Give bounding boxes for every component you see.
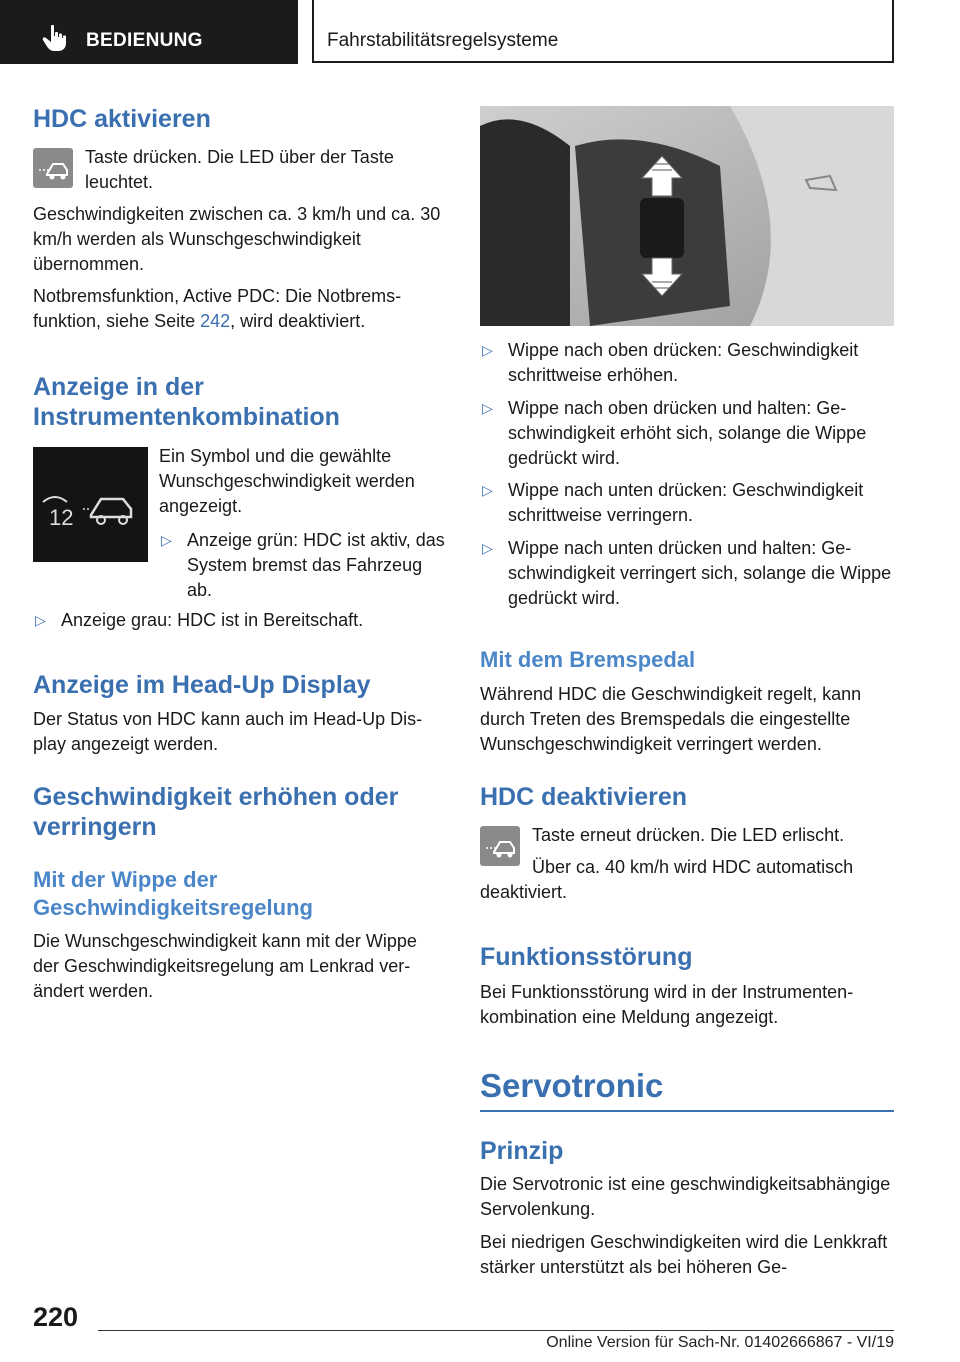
list-item: ▷ Wippe nach unten drücken und halten: Geschwindigkeit verringert sich, solange die Wippe gedrückt wird. [482, 538, 892, 608]
online-version-note: Online Version für Sach-Nr. 01402666867 - VI/19 [546, 1334, 894, 1351]
servotronic-p1: Die Servotronic ist eine geschwindigkeitsabhängige Servolenkung. [480, 1174, 891, 1219]
subheading-rocker: Mit der Wippe der Geschwindigkeitsregelung [33, 867, 313, 920]
heading-servotronic: Servotronic [480, 1067, 664, 1104]
triangle-right-icon: ▷ [35, 612, 46, 628]
servotronic-p2: Bei niedrigen Geschwindigkeiten wird die Lenkkraft stärker unterstützt als bei höheren Ge- [480, 1232, 888, 1277]
hand-pointer-icon [42, 24, 68, 52]
page-number: 220 [33, 1302, 79, 1332]
triangle-right-icon: ▷ [161, 532, 172, 548]
chapter-title: Fahrstabilitätsregelsysteme [327, 30, 559, 51]
instrument-cluster-symbol [33, 447, 148, 562]
list-item: ▷ Wippe nach unten drücken: Geschwindigkeit schrittweise verringern. [482, 480, 864, 525]
list-item: ▷ Anzeige grün: HDC ist aktiv, das System bremst das Fahrzeug ab. [161, 530, 445, 600]
heading-speed-adjust: Geschwindigkeit erhöhen oder verringern [33, 783, 399, 841]
triangle-right-icon: ▷ [482, 482, 493, 498]
page-link-242[interactable]: 242 [200, 311, 231, 331]
section-tab-label: BEDIENUNG [86, 30, 203, 51]
section-tab [0, 0, 298, 64]
hdc-off-auto: Über ca. 40 km/h wird HDC automatisch deaktiviert. [480, 857, 854, 902]
rocker-description: Die Wunschgeschwindigkeit kann mit der Wippe der Geschwindigkeitsregelung am Lenkrad verändert werden. [33, 931, 417, 1001]
heading-hdc-deaktivieren: HDC deaktivieren [480, 783, 688, 811]
heading-head-up-display: Anzeige im Head-Up Display [33, 671, 371, 699]
triangle-right-icon: ▷ [482, 400, 493, 416]
list-item: ▷ Wippe nach oben drücken: Geschwindigkeit schrittweise erhöhen. [482, 340, 859, 385]
steering-wheel-rocker-photo [480, 106, 894, 326]
list-item: ▷ Wippe nach oben drücken und halten: Geschwindigkeit erhöht sich, solange die Wippe gedrückt wird. [482, 398, 867, 468]
brake-description: Während HDC die Geschwindigkeit regelt, kann durch Treten des Bremspedals die eingestellte Wunschgeschwindigkeit verringert werden. [480, 684, 862, 754]
fault-description: Bei Funktionsstörung wird in der Instrumentenkombination eine Meldung angezeigt. [480, 982, 854, 1027]
heading-hdc-aktivieren: HDC aktivieren [33, 105, 211, 133]
triangle-right-icon: ▷ [482, 540, 493, 556]
display-speed-number: 12 [49, 505, 74, 530]
chapter-header [312, 0, 894, 63]
hdc-on-emergency-brake: Notbremsfunktion, Active PDC: Die Notbremsfunktion, siehe Seite 242, wird deaktiviert. [33, 286, 402, 331]
hdc-off-instruction: Taste erneut drücken. Die LED erlischt. [532, 825, 845, 845]
cluster-description: Ein Symbol und die gewählte Wunschgeschwindigkeit werden angezeigt. [159, 446, 415, 516]
subheading-brake-pedal: Mit dem Bremspedal [480, 647, 696, 672]
section-divider [480, 1110, 894, 1112]
list-item: ▷ Anzeige grau: HDC ist in Bereitschaft. [33, 608, 447, 633]
footer-divider [98, 1330, 894, 1331]
hdc-on-instruction: Taste drücken. Die LED über der Taste leuchtet. [85, 147, 394, 192]
hill-descent-car-icon [33, 148, 73, 188]
hdc-on-speed-range: Geschwindigkeiten zwischen ca. 3 km/h und ca. 30 km/h werden als Wunschgeschwindigkeit übernommen. [33, 204, 441, 274]
heading-fault: Funktionsstörung [480, 943, 693, 971]
hud-description: Der Status von HDC kann auch im Head-Up Display angezeigt werden. [33, 709, 423, 754]
triangle-right-icon: ▷ [482, 342, 493, 358]
heading-instrument-display: Anzeige in der Instrumentenkombination [33, 373, 340, 431]
subheading-principle: Prinzip [480, 1137, 564, 1165]
